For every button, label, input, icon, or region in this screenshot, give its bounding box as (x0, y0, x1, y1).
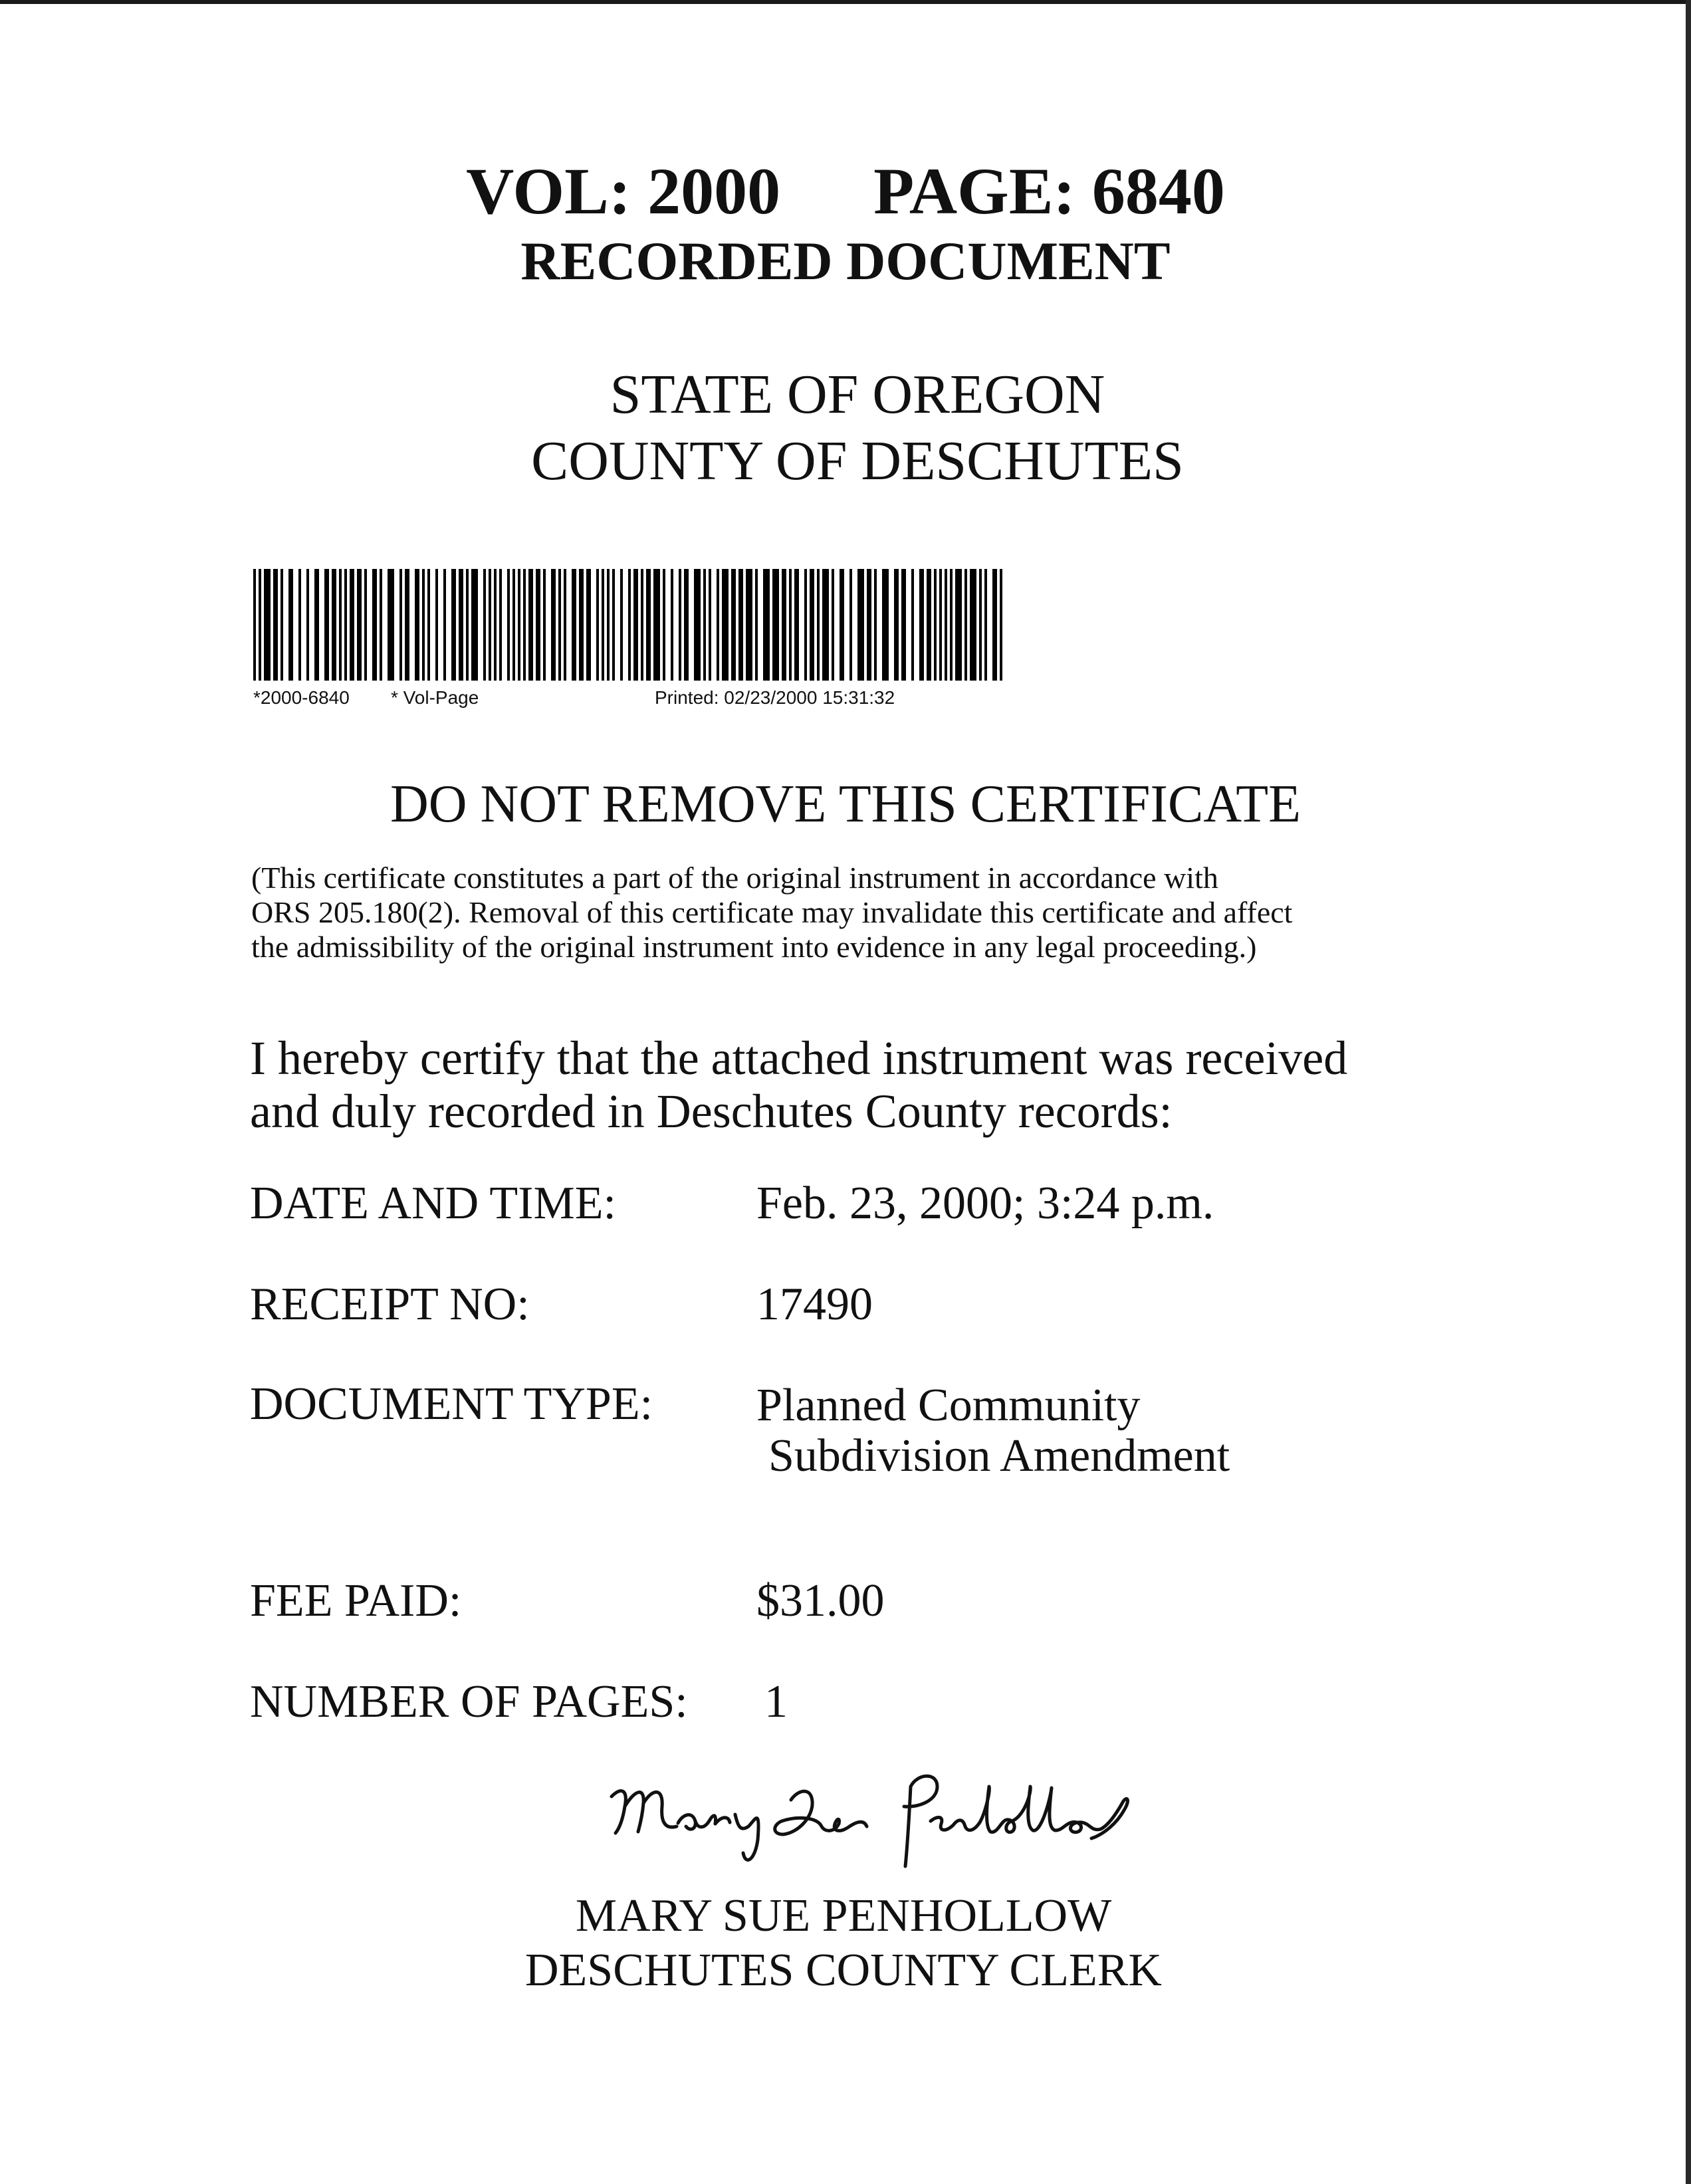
barcode-bar (984, 569, 987, 681)
barcode-bar (646, 569, 651, 681)
barcode-bar (499, 569, 502, 681)
barcode-bar (471, 569, 478, 681)
barcode-bar (874, 569, 877, 681)
barcode-bar (964, 569, 967, 681)
certification-line: I hereby certify that the attached instrument was received (250, 1032, 1348, 1085)
date-time-value: Feb. 23, 2000; 3:24 p.m. (756, 1178, 1214, 1229)
barcode-bar (671, 569, 673, 681)
barcode-bar (422, 569, 425, 681)
barcode-bar (633, 569, 638, 681)
barcode-bar (357, 569, 362, 681)
receipt-number-value: 17490 (756, 1279, 873, 1330)
barcode-bar (849, 569, 852, 681)
barcode-bar (494, 569, 497, 681)
barcode-bar (794, 569, 799, 681)
barcode-bar (607, 569, 610, 681)
barcode-bar (306, 569, 309, 681)
barcode-bar (253, 569, 256, 681)
barcode-bar (789, 569, 792, 681)
barcode-bar (979, 569, 982, 681)
barcode-bar (882, 569, 889, 681)
barcode-bar (857, 569, 864, 681)
barcode-bar (579, 569, 584, 681)
volume-page-heading (0, 154, 1691, 228)
barcode-bar (344, 569, 347, 681)
barcode-bar (324, 569, 329, 681)
barcode-bar (717, 569, 719, 681)
barcode-bar (264, 569, 271, 681)
clerk-signature (598, 1760, 1157, 1873)
barcode-bar (822, 569, 829, 681)
barcode-bar (731, 569, 736, 681)
clerk-title: DESCHUTES COUNTY CLERK (525, 1945, 1162, 1996)
barcode-bar (551, 569, 556, 681)
barcode-bar (443, 569, 446, 681)
barcode-bar (558, 569, 561, 681)
barcode-bar (763, 569, 770, 681)
barcode-bar (709, 569, 711, 681)
barcode-bar (722, 569, 729, 681)
barcode-bar (273, 569, 278, 681)
barcode-bar (620, 569, 623, 681)
document-type-label: DOCUMENT TYPE: (250, 1378, 653, 1430)
barcode-image (253, 569, 1007, 681)
barcode-bar (653, 569, 660, 681)
barcode-bar (259, 569, 261, 681)
barcode-bar (679, 569, 681, 681)
barcode-bar (817, 569, 820, 681)
page-number: PAGE: 6840 (873, 154, 1225, 228)
barcode-bar (703, 569, 706, 681)
barcode-bar (528, 569, 533, 681)
barcode-bar (840, 569, 844, 681)
barcode-bar (612, 569, 615, 681)
barcode-bar (536, 569, 540, 681)
barcode-bar (992, 569, 997, 681)
document-type-value: Planned Community (756, 1380, 1141, 1431)
barcode-bar (782, 569, 786, 681)
barcode-bar (894, 569, 899, 681)
number-of-pages-value: 1 (764, 1676, 788, 1727)
barcode-bar (489, 569, 491, 681)
do-not-remove-heading: DO NOT REMOVE THIS CERTIFICATE (390, 775, 1301, 833)
barcode-bar (810, 569, 814, 681)
barcode-bar (1000, 569, 1002, 681)
barcode-printed-timestamp: Printed: 02/23/2000 15:31:32 (655, 687, 895, 708)
certification-line: and duly recorded in Deschutes County records: (250, 1085, 1173, 1138)
barcode-bar (399, 569, 402, 681)
barcode-bar (832, 569, 834, 681)
barcode-bar (518, 569, 520, 681)
volume-number: VOL: 2000 (466, 154, 781, 228)
barcode-bar (602, 569, 604, 681)
barcode-bar (684, 569, 689, 681)
barcode-bar (738, 569, 743, 681)
barcode-bar (934, 569, 937, 681)
barcode-bar (911, 569, 914, 681)
barcode-bar (901, 569, 906, 681)
barcode-bar (372, 569, 377, 681)
scan-top-edge (0, 0, 1691, 4)
barcode-type: * Vol-Page (391, 687, 479, 708)
barcode-bar (332, 569, 336, 681)
barcode-bar (388, 569, 394, 681)
barcode-bar (507, 569, 510, 681)
barcode-bar (927, 569, 931, 681)
barcode-bar (350, 569, 354, 681)
barcode-bar (364, 569, 367, 681)
barcode-bar (663, 569, 665, 681)
barcode-bar (427, 569, 430, 681)
barcode-bar (586, 569, 591, 681)
barcode-bar (380, 569, 382, 681)
notice-line: (This certificate constitutes a part of the original instrument in accordance with (251, 861, 1218, 895)
fee-paid-label: FEE PAID: (250, 1575, 462, 1626)
notice-line: the admissibility of the original instrument into evidence in any legal proceeding.) (251, 930, 1257, 964)
barcode-bar (288, 569, 293, 681)
barcode-bar (950, 569, 953, 681)
barcode-bar (512, 569, 515, 681)
barcode-bar (641, 569, 643, 681)
barcode-bar (314, 569, 319, 681)
barcode-code: *2000-6840 (253, 687, 350, 708)
barcode-bar (483, 569, 486, 681)
barcode-bar (543, 569, 546, 681)
number-of-pages-label: NUMBER OF PAGES: (250, 1676, 688, 1727)
barcode-bar (459, 569, 463, 681)
barcode-bar (970, 569, 976, 681)
barcode-bar (466, 569, 469, 681)
county-name: COUNTY OF DESCHUTES (531, 430, 1184, 492)
barcode-bar (435, 569, 438, 681)
barcode-bar (572, 569, 576, 681)
barcode-bar (281, 569, 283, 681)
state-name: STATE OF OREGON (610, 364, 1105, 425)
barcode-bar (596, 569, 599, 681)
clerk-name: MARY SUE PENHOLLOW (575, 1890, 1112, 1941)
barcode-bar (945, 569, 947, 681)
barcode-bar (523, 569, 526, 681)
barcode-bar (415, 569, 419, 681)
document-title: RECORDED DOCUMENT (520, 231, 1171, 291)
barcode-bar (804, 569, 807, 681)
barcode-bar (746, 569, 752, 681)
barcode-bar (755, 569, 758, 681)
barcode-bar (694, 569, 701, 681)
scan-right-edge (1686, 0, 1691, 2184)
document-type-value: Subdivision Amendment (768, 1430, 1230, 1481)
barcode-bar (628, 569, 631, 681)
barcode-bar (451, 569, 456, 681)
notice-line: ORS 205.180(2). Removal of this certificate may invalidate this certificate and affect (251, 895, 1293, 929)
barcode-bar (772, 569, 779, 681)
barcode-bar (405, 569, 409, 681)
barcode-bar (955, 569, 962, 681)
date-time-label: DATE AND TIME: (250, 1178, 616, 1229)
receipt-number-label: RECEIPT NO: (250, 1279, 530, 1330)
barcode-bar (339, 569, 342, 681)
barcode-bar (919, 569, 924, 681)
barcode-bar (564, 569, 566, 681)
barcode-bar (939, 569, 942, 681)
fee-paid-value: $31.00 (756, 1575, 885, 1626)
barcode-bar (867, 569, 871, 681)
barcode-bar (298, 569, 301, 681)
